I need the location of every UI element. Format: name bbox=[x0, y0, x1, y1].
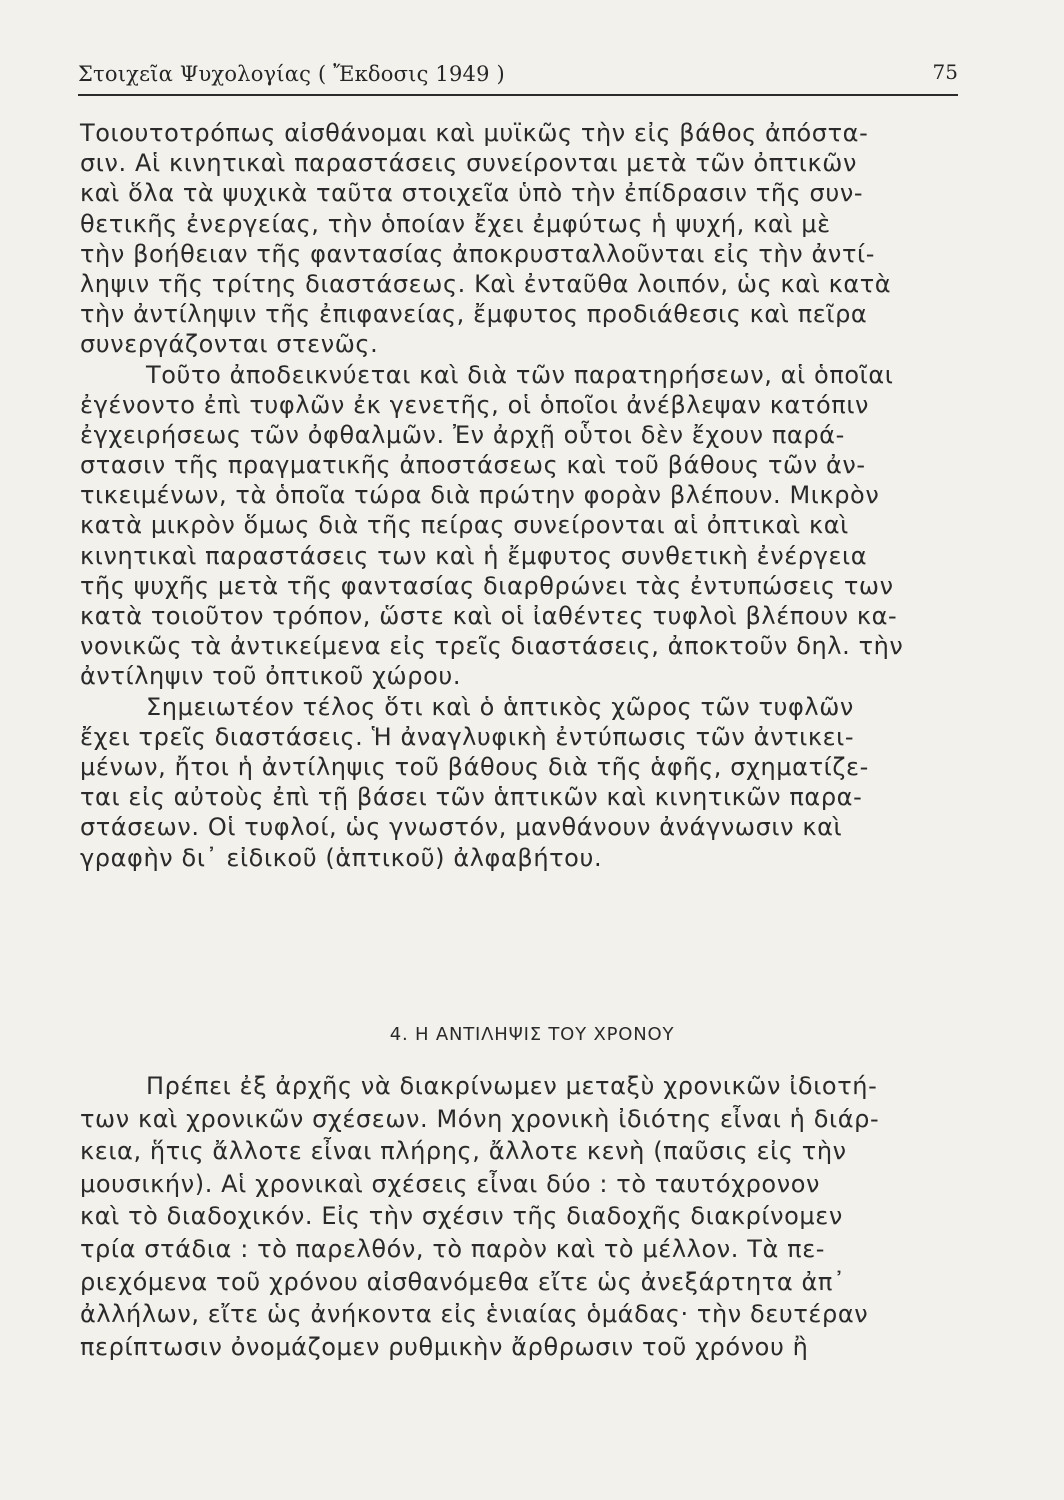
text-line: τῆς ψυχῆς μετὰ τῆς φαντασίας διαρθρώνει τὰς ἐντυπώσεις των bbox=[80, 571, 894, 600]
text-line: ριεχόμενα τοῦ χρόνου αἰσθανόμεθα εἴτε ὡς ἀνεξάρτητα ἀπ᾽ bbox=[80, 1267, 846, 1296]
running-title: Στοιχεῖα Ψυχολογίας ( Ἔκδοσις 1949 ) bbox=[78, 62, 505, 86]
text-line: ἀντίληψιν τοῦ ὀπτικοῦ χώρου. bbox=[80, 662, 462, 691]
text-line: Τοῦτο ἀποδεικνύεται καὶ διὰ τῶν παρατηρήσεων, αἱ ὁποῖαι bbox=[146, 360, 894, 389]
text-line: τρία στάδια : τὸ παρελθόν, τὸ παρὸν καὶ τὸ μέλλον. Τὰ πε- bbox=[80, 1234, 826, 1263]
text-line: Πρέπει ἐξ ἀρχῆς νὰ διακρίνωμεν μεταξὺ χρονικῶν ἰδιοτή- bbox=[146, 1072, 878, 1100]
text-line: γραφὴν δι᾽ εἰδικοῦ (ἁπτικοῦ) ἀλφαβήτου. bbox=[80, 843, 603, 872]
text-line: συνεργάζονται στενῶς. bbox=[80, 330, 379, 359]
text-line: των καὶ χρονικῶν σχέσεων. Μόνη χρονικὴ ἰδιότης εἶναι ἡ διάρ- bbox=[80, 1104, 880, 1133]
text-line: ἐγχειρήσεως τῶν ὀφθαλμῶν. Ἐν ἀρχῇ οὗτοι δὲν ἔχουν παρά- bbox=[80, 420, 845, 449]
text-line: ἀλλήλων, εἴτε ὡς ἀνήκοντα εἰς ἑνιαίας ὁμάδας· τὴν δευτέραν bbox=[80, 1300, 869, 1329]
text-line: ληψιν τῆς τρίτης διαστάσεως. Καὶ ἐνταῦθα λοιπόν, ὡς καὶ κατὰ bbox=[80, 269, 892, 298]
text-line: Τοιουτοτρόπως αἰσθάνομαι καὶ μυϊκῶς τὴν εἰς βάθος ἀπόστα- bbox=[80, 119, 869, 147]
text-line: κεια, ἥτις ἄλλοτε εἶναι πλήρης, ἄλλοτε κενὴ (παῦσις εἰς τὴν bbox=[80, 1137, 847, 1166]
text-line: κινητικαὶ παραστάσεις των καὶ ἡ ἔμφυτος συνθετικὴ ἐνέργεια bbox=[80, 541, 868, 570]
text-line: νονικῶς τὰ ἀντικείμενα εἰς τρεῖς διαστάσεις, ἀποκτοῦν δηλ. τὴν bbox=[80, 632, 904, 661]
body-text-section-1 bbox=[80, 118, 966, 873]
text-line: μένων, ἤτοι ἡ ἀντίληψις τοῦ βάθους διὰ τῆς ἁφῆς, σχηματίζε- bbox=[80, 752, 869, 781]
text-line: μουσικήν). Αἱ χρονικαὶ σχέσεις εἶναι δύο : τὸ ταυτόχρονον bbox=[80, 1169, 821, 1198]
text-line: σιν. Αἱ κινητικαὶ παραστάσεις συνείρονται μετὰ τῶν ὀπτικῶν bbox=[80, 149, 857, 178]
text-line: Σημειωτέον τέλος ὅτι καὶ ὁ ἁπτικὸς χῶρος τῶν τυφλῶν bbox=[146, 692, 854, 721]
page-number: 75 bbox=[932, 60, 958, 84]
text-line: στάσεων. Οἱ τυφλοί, ὡς γνωστόν, μανθάνουν ἀνάγνωσιν καὶ bbox=[80, 813, 843, 842]
text-line: καὶ τὸ διαδοχικόν. Εἰς τὴν σχέσιν τῆς διαδοχῆς διακρίνομεν bbox=[80, 1202, 843, 1231]
text-line: τὴν βοήθειαν τῆς φαντασίας ἀποκρυσταλλοῦνται εἰς τὴν ἀντί- bbox=[80, 239, 875, 268]
text-line: κατὰ τοιοῦτον τρόπον, ὥστε καὶ οἱ ἰαθέντες τυφλοὶ βλέπουν κα- bbox=[80, 602, 898, 630]
running-header bbox=[78, 44, 958, 96]
text-line: ἔχει τρεῖς διαστάσεις. Ἡ ἀναγλυφικὴ ἐντύπωσις τῶν ἀντικει- bbox=[80, 722, 855, 751]
text-line: καὶ ὅλα τὰ ψυχικὰ ταῦτα στοιχεῖα ὑπὸ τὴν ἐπίδρασιν τῆς συν- bbox=[80, 179, 864, 208]
text-line: τὴν ἀντίληψιν τῆς ἐπιφανείας, ἔμφυτος προδιάθεσις καὶ πεῖρα bbox=[80, 300, 868, 329]
body-text-section-2 bbox=[80, 1070, 966, 1363]
section-heading: 4. Η ΑΝΤΙΛΗΨΙΣ ΤΟΥ ΧΡΟΝΟΥ bbox=[389, 1024, 675, 1045]
text-line: ται εἰς αὐτοὺς ἐπὶ τῇ βάσει τῶν ἁπτικῶν καὶ κινητικῶν παρα- bbox=[80, 783, 863, 812]
text-line: περίπτωσιν ὀνομάζομεν ρυθμικὴν ἄρθρωσιν τοῦ χρόνου ἢ bbox=[80, 1332, 809, 1361]
text-line: στασιν τῆς πραγματικῆς ἀποστάσεως καὶ τοῦ βάθους τῶν ἀν- bbox=[80, 451, 866, 480]
text-line: κατὰ μικρὸν ὅμως διὰ τῆς πείρας συνείρονται αἱ ὀπτικαὶ καὶ bbox=[80, 511, 849, 540]
text-line: θετικῆς ἐνεργείας, τὴν ὁποίαν ἔχει ἐμφύτως ἡ ψυχή, καὶ μὲ bbox=[80, 209, 831, 238]
text-line: τικειμένων, τὰ ὁποῖα τώρα διὰ πρώτην φορὰν βλέπουν. Μικρὸν bbox=[80, 481, 880, 510]
text-line: ἐγένοντο ἐπὶ τυφλῶν ἐκ γενετῆς, οἱ ὁποῖοι ἀνέβλεψαν κατόπιν bbox=[80, 390, 870, 419]
